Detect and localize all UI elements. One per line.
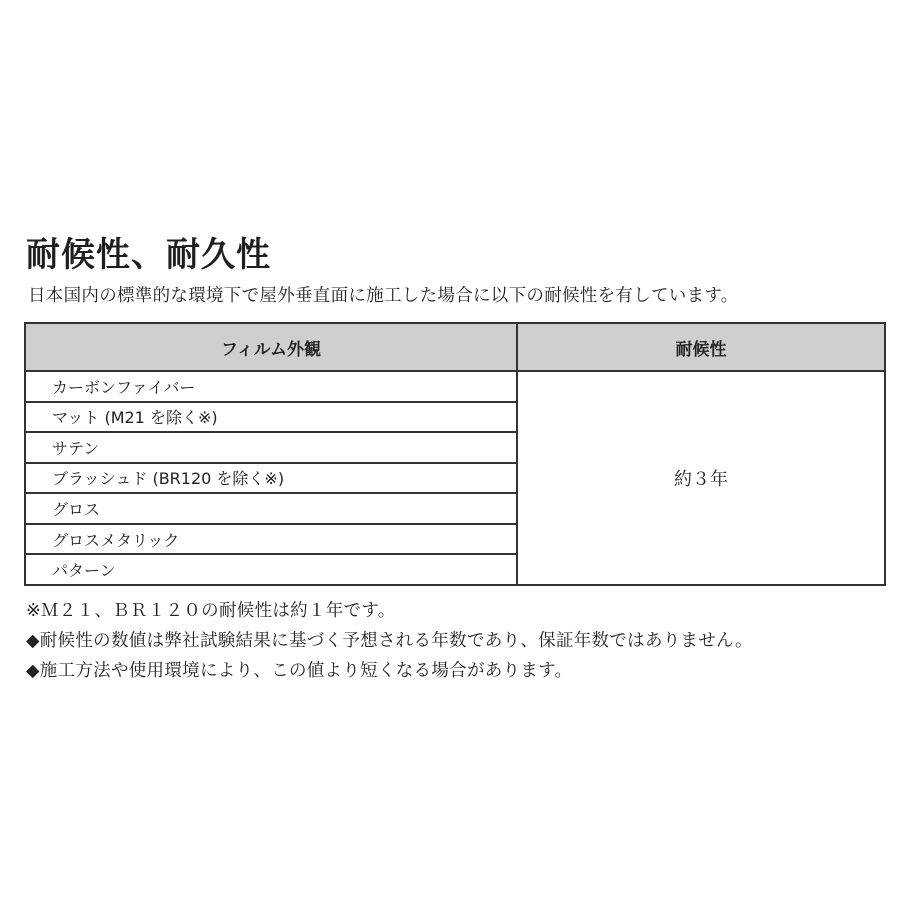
film-type-cell: ブラッシュド (BR120 を除く※): [25, 463, 517, 494]
table-row: [25, 371, 885, 402]
footnotes: [26, 596, 753, 686]
film-type-cell: カーボンファイバー: [25, 371, 517, 402]
header-durability: 耐候性: [517, 323, 885, 371]
film-type-cell: グロスメタリック: [25, 524, 517, 555]
film-type-cell: グロス: [25, 493, 517, 524]
footnote-test-basis: ◆耐候性の数値は弊社試験結果に基づく予想される年数であり、保証年数ではありません。: [26, 631, 753, 651]
durability-value-cell: 約３年: [517, 371, 885, 585]
table-header-row: [25, 323, 885, 371]
footnote-exception: ※Ｍ２１、ＢＲ１２０の耐候性は約１年です。: [26, 601, 396, 621]
film-type-cell: マット (M21 を除く※): [25, 402, 517, 433]
durability-table: [24, 322, 886, 586]
header-film-appearance: フィルム外観: [25, 323, 517, 371]
page-subtitle: 日本国内の標準的な環境下で屋外垂直面に施工した場合に以下の耐候性を有しています。: [28, 286, 739, 306]
page-title: 耐候性、耐久性: [26, 235, 271, 275]
film-type-cell: パターン: [25, 554, 517, 585]
footnote-conditions: ◆施工方法や使用環境により、この値より短くなる場合があります。: [26, 661, 573, 681]
film-type-cell: サテン: [25, 432, 517, 463]
